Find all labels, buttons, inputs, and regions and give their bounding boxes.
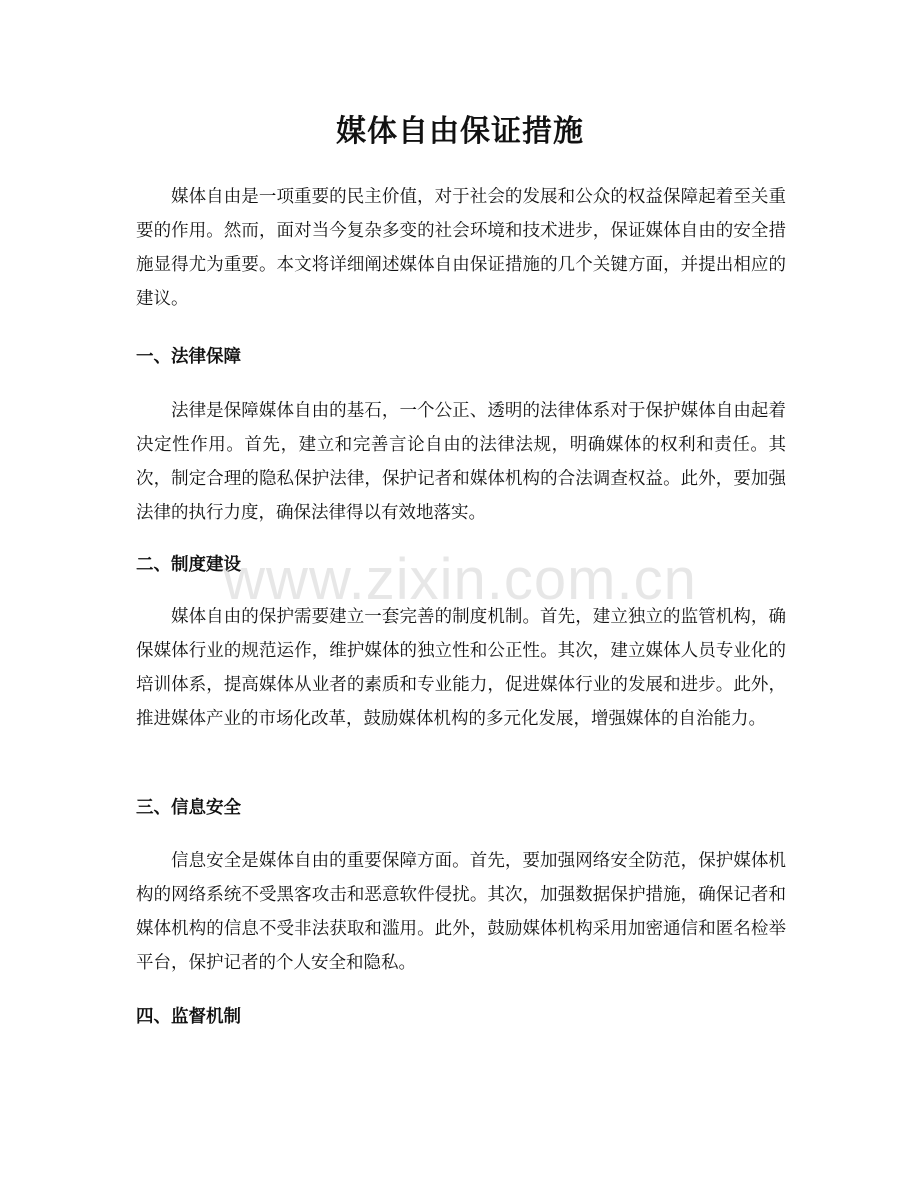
section-body-law: 法律是保障媒体自由的基石，一个公正、透明的法律体系对于保护媒体自由起着决定性作用。首先，建立和完善言论自由的法律法规，明确媒体的权利和责任。其次，制定合理的隐私保护法律，保护记者和媒体机构的合法调查权益。此外，要加强法律的执行力度，确保法律得以有效地落实。 bbox=[136, 401, 786, 523]
section-body-system: 媒体自由的保护需要建立一套完善的制度机制。首先，建立独立的监管机构，确保媒体行业的规范运作，维护媒体的独立性和公正性。其次，建立媒体人员专业化的培训体系，提高媒体从业者的素质和专业能力，促进媒体行业的发展和进步。此外，推进媒体产业的市场化改革，鼓励媒体机构的多元化发展，增强媒体的自治能力。 bbox=[136, 607, 786, 729]
section-heading-law: 一、法律保障 bbox=[136, 347, 241, 367]
page-title: 媒体自由保证措施 bbox=[336, 114, 584, 149]
watermark: www.zixin.com.cn bbox=[223, 547, 697, 612]
section-heading-info-security: 三、信息安全 bbox=[136, 798, 241, 818]
section-body-info-security: 信息安全是媒体自由的重要保障方面。首先，要加强网络安全防范，保护媒体机构的网络系统不受黑客攻击和恶意软件侵扰。其次，加强数据保护措施，确保记者和媒体机构的信息不受非法获取和滥用。此外，鼓励媒体机构采用加密通信和匿名检举平台，保护记者的个人安全和隐私。 bbox=[136, 851, 786, 973]
section-heading-supervision: 四、监督机制 bbox=[136, 1007, 241, 1027]
intro-paragraph: 媒体自由是一项重要的民主价值，对于社会的发展和公众的权益保障起着至关重要的作用。然而，面对当今复杂多变的社会环境和技术进步，保证媒体自由的安全措施显得尤为重要。本文将详细阐述媒体自由保证措施的几个关键方面，并提出相应的建议。 bbox=[136, 187, 786, 309]
section-heading-system: 二、制度建设 bbox=[136, 555, 241, 575]
